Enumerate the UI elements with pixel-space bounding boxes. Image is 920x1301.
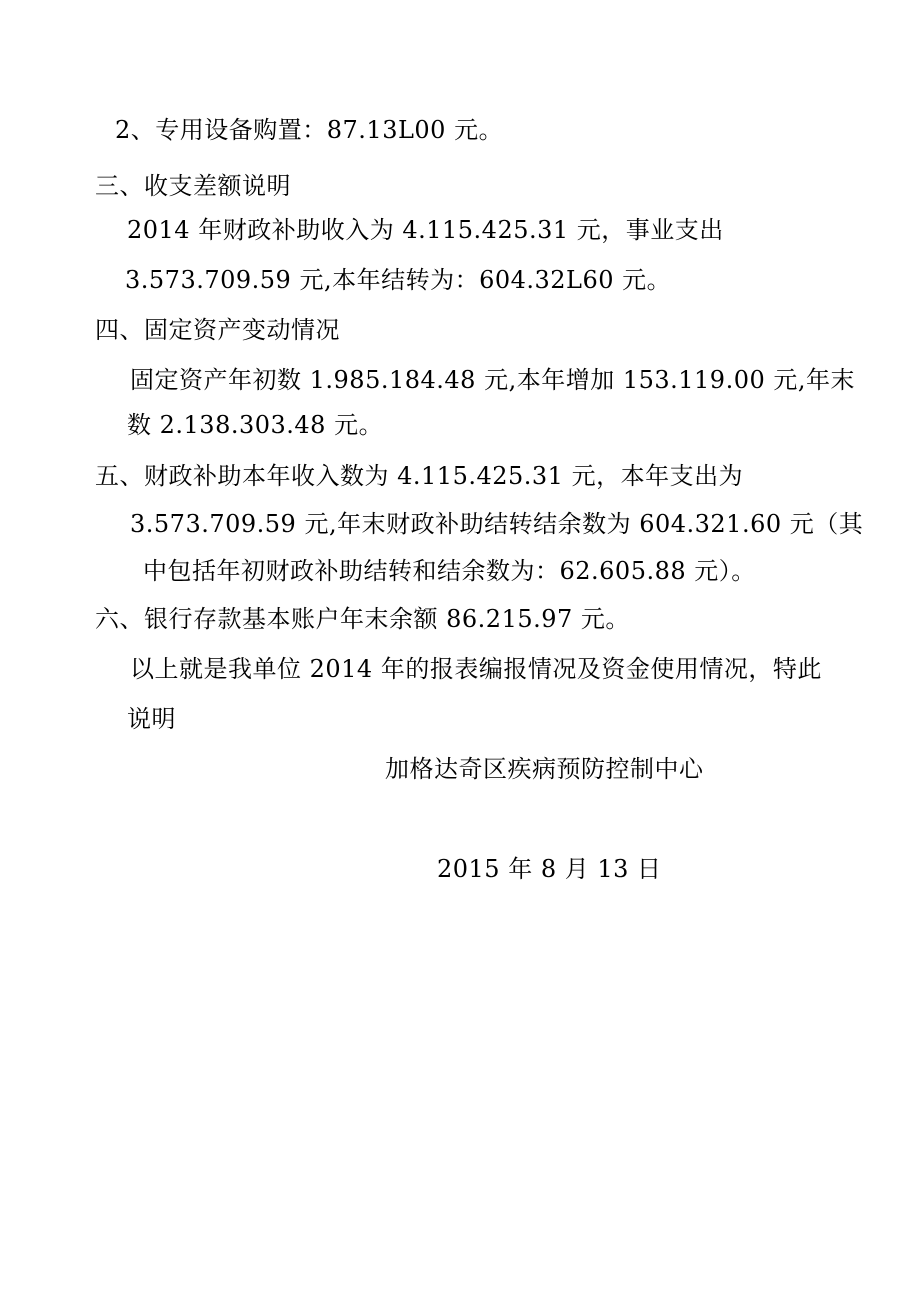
closing-paragraph: 以上就是我单位 2014 年的报表编报情况及资金使用情况，特此 [130, 655, 822, 683]
signature-date: 2015 年 8 月 13 日 [437, 855, 662, 883]
closing-paragraph-end: 说明 [127, 705, 176, 733]
item-special-equipment: 2、专用设备购置：87.13L00 元。 [115, 116, 504, 144]
paragraph-line: 数 2.138.303.48 元。 [127, 411, 384, 439]
paragraph-line: 固定资产年初数 1.985.184.48 元,本年增加 153.119.00 元,年末 [130, 366, 855, 394]
heading-fixed-assets: 四、固定资产变动情况 [95, 316, 340, 344]
paragraph-line: 3.573.709.59 元,本年结转为：604.32L60 元。 [125, 266, 672, 294]
heading-balance-explanation: 三、收支差额说明 [95, 172, 291, 200]
paragraph-line: 3.573.709.59 元,年末财政补助结转结余数为 604.321.60 元（其 [130, 510, 864, 538]
paragraph-line: 2014 年财政补助收入为 4.115.425.31 元，事业支出 [127, 216, 724, 244]
heading-bank-deposit: 六、银行存款基本账户年末余额 86.215.97 元。 [95, 605, 630, 633]
signature-organization: 加格达奇区疾病预防控制中心 [385, 755, 704, 783]
heading-fiscal-subsidy: 五、财政补助本年收入数为 4.115.425.31 元，本年支出为 [95, 462, 744, 490]
paragraph-line: 中包括年初财政补助结转和结余数为：62.605.88 元）。 [143, 557, 756, 585]
